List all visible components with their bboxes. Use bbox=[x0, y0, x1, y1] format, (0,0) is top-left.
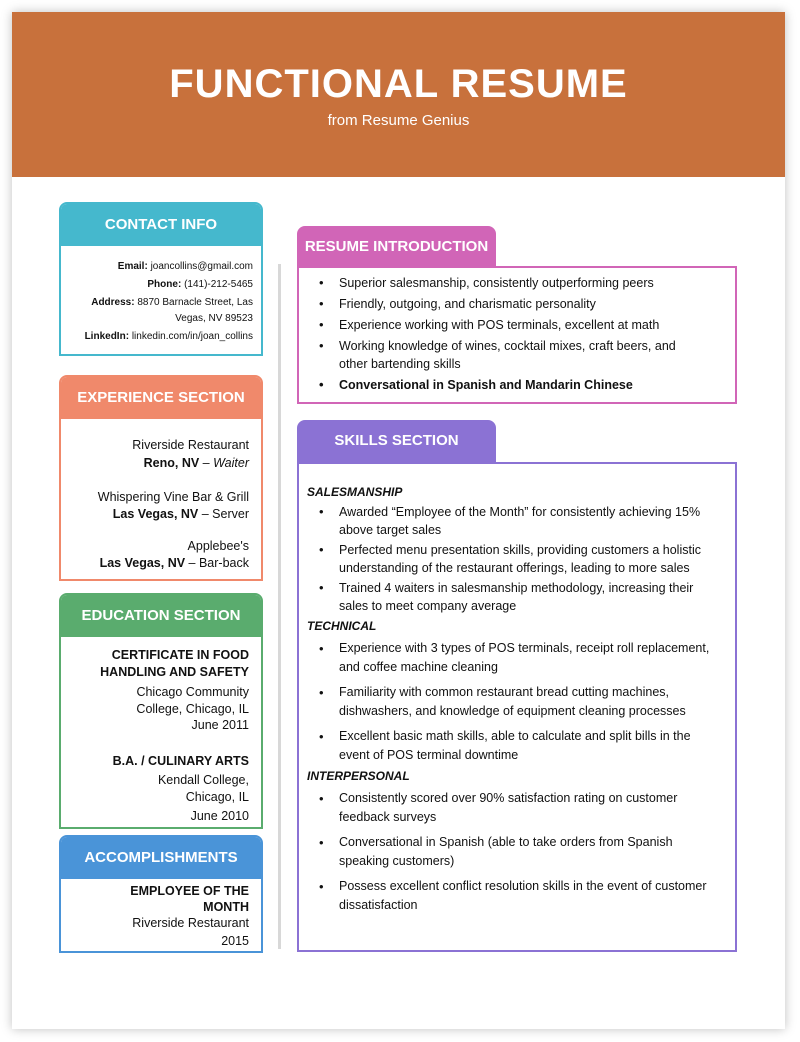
linkedin-label: LinkedIn: bbox=[84, 331, 130, 342]
resume-title: FUNCTIONAL RESUME bbox=[169, 62, 628, 106]
list-item: • Perfected menu presentation skills, providing customers a holistic understanding of the restaurant offerings, leading to more sales bbox=[299, 541, 713, 577]
email-value: joancollins@gmail.com bbox=[150, 261, 253, 272]
edu-school-line: Chicago, IL bbox=[185, 790, 249, 804]
resume-header bbox=[12, 12, 785, 177]
list-item: • Possess excellent conflict resolution skills in the event of customer dissatisfaction bbox=[299, 877, 713, 915]
job-location-role: Las Vegas, NV – Bar-back bbox=[99, 556, 249, 570]
intro-heading: RESUME INTRODUCTION bbox=[297, 226, 496, 268]
skill-list bbox=[299, 639, 713, 765]
skills-box bbox=[297, 462, 737, 952]
edu-school-line: Kendall College, bbox=[157, 773, 249, 787]
list-item: • Trained 4 waiters in salesmanship methodology, increasing their sales to meet company average bbox=[299, 579, 713, 615]
edu-school-line: College, Chicago, IL bbox=[136, 702, 249, 716]
skill-group-title: TECHNICAL bbox=[307, 619, 377, 633]
phone-label: Phone: bbox=[147, 279, 182, 290]
list-item: • Conversational in Spanish (able to take orders from Spanish speaking customers) bbox=[299, 833, 713, 871]
divider-line bbox=[278, 264, 281, 949]
edu-date: June 2011 bbox=[191, 718, 249, 732]
accomplishments-heading: ACCOMPLISHMENTS bbox=[61, 837, 261, 879]
contact-email bbox=[118, 258, 253, 275]
contact-info-box bbox=[59, 202, 263, 356]
skills-heading: SKILLS SECTION bbox=[297, 420, 496, 462]
phone-value: (141)-212-5465 bbox=[184, 279, 253, 290]
job-employer: Riverside Restaurant bbox=[132, 438, 249, 452]
address-line-2: Vegas, NV 89523 bbox=[175, 313, 253, 324]
list-item: • Consistently scored over 90% satisfaction rating on customer feedback surveys bbox=[299, 789, 713, 827]
job-location-role: Las Vegas, NV – Server bbox=[112, 507, 249, 521]
job-location-role: Reno, NV – Waiter bbox=[143, 456, 249, 470]
education-heading: EDUCATION SECTION bbox=[61, 595, 261, 637]
accomplishments-box bbox=[59, 835, 263, 953]
linkedin-value: linkedin.com/in/joan_collins bbox=[131, 331, 253, 342]
list-item: • Awarded “Employee of the Month” for consistently achieving 15% above target sales bbox=[299, 503, 713, 539]
award-title-line: EMPLOYEE OF THE bbox=[130, 884, 249, 898]
list-item: • Conversational in Spanish and Mandarin Chinese bbox=[299, 376, 705, 394]
list-item: • Friendly, outgoing, and charismatic personality bbox=[299, 295, 705, 313]
address-label: Address: bbox=[91, 297, 135, 308]
email-label: Email: bbox=[117, 261, 148, 272]
list-item: • Working knowledge of wines, cocktail mixes, craft beers, and other bartending skills bbox=[299, 337, 705, 373]
award-place: Riverside Restaurant bbox=[132, 916, 249, 930]
list-item: • Experience with 3 types of POS terminals, receipt roll replacement, and coffee machine cleaning bbox=[299, 639, 713, 677]
award-title-line: MONTH bbox=[203, 900, 249, 914]
skill-group-title: SALESMANSHIP bbox=[307, 485, 403, 499]
edu-date: June 2010 bbox=[190, 809, 249, 823]
contact-address bbox=[91, 294, 253, 311]
experience-heading: EXPERIENCE SECTION bbox=[61, 377, 261, 419]
resume-page bbox=[12, 12, 785, 1029]
skill-list bbox=[299, 789, 713, 915]
list-item: • Experience working with POS terminals, excellent at math bbox=[299, 316, 705, 334]
contact-info-heading: CONTACT INFO bbox=[61, 204, 261, 246]
skill-list bbox=[299, 503, 713, 615]
list-item: • Familiarity with common restaurant bread cutting machines, dishwashers, and knowledge of equipment cleaning processes bbox=[299, 683, 713, 721]
award-year: 2015 bbox=[221, 934, 249, 948]
address-line-1: 8870 Barnacle Street, Las bbox=[137, 297, 253, 308]
contact-phone bbox=[147, 276, 253, 293]
intro-box bbox=[297, 266, 737, 404]
intro-list bbox=[299, 268, 735, 394]
resume-subtitle: from Resume Genius bbox=[327, 112, 470, 129]
experience-box bbox=[59, 375, 263, 581]
list-item: • Superior salesmanship, consistently outperforming peers bbox=[299, 274, 705, 292]
education-box bbox=[59, 593, 263, 829]
edu-title-line: B.A. / CULINARY ARTS bbox=[112, 754, 249, 768]
edu-title-line: CERTIFICATE IN FOOD bbox=[111, 648, 249, 662]
job-employer: Applebee's bbox=[187, 539, 249, 553]
skill-group-title: INTERPERSONAL bbox=[307, 769, 410, 783]
contact-address-2 bbox=[175, 310, 253, 327]
contact-linkedin bbox=[85, 328, 253, 345]
job-employer: Whispering Vine Bar & Grill bbox=[97, 490, 249, 504]
list-item: • Excellent basic math skills, able to calculate and split bills in the event of POS terminal downtime bbox=[299, 727, 713, 765]
edu-title-line: HANDLING AND SAFETY bbox=[100, 665, 249, 679]
edu-school-line: Chicago Community bbox=[136, 685, 249, 699]
